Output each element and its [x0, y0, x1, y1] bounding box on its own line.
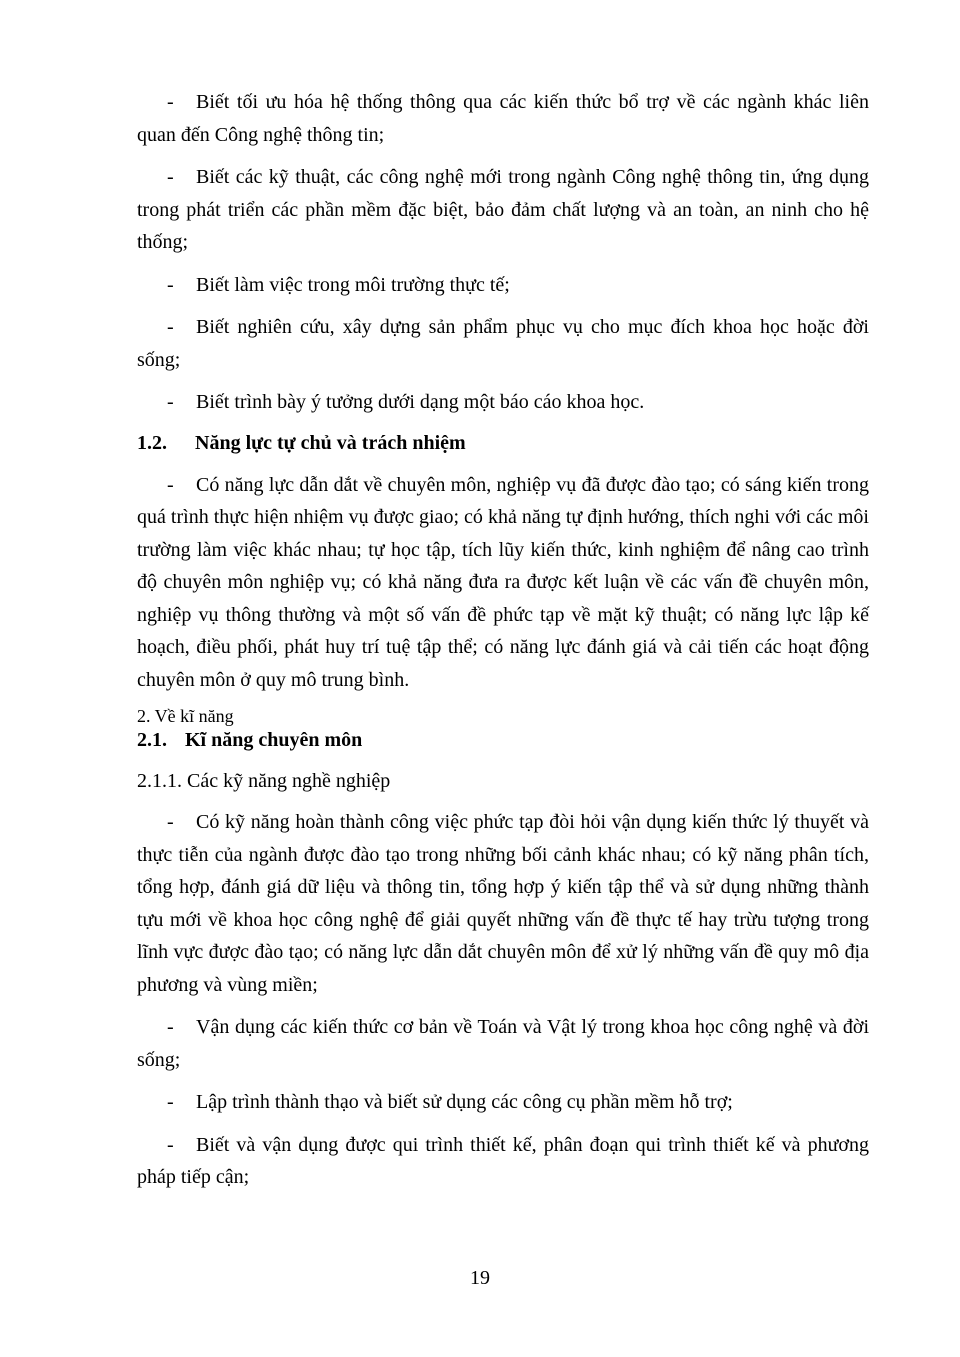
bullet-dash: -: [167, 273, 174, 296]
bullet-text: Biết trình bày ý tưởng dưới dạng một báo cáo khoa học.: [196, 391, 645, 413]
bullet-item: [137, 1129, 869, 1194]
bullet-dash: -: [167, 391, 174, 413]
bullet-dash: -: [167, 316, 174, 338]
section-heading-2-1: [137, 726, 869, 754]
bullet-text: Biết và vận dụng được qui trình thiết kế, phân đoạn qui trình thiết kế và phương pháp tiếp cận;: [137, 1133, 869, 1188]
subsection-heading-2-1-1: 2.1.1. Các kỹ năng nghề nghiệp: [137, 770, 391, 792]
bullet-text: Biết làm việc trong môi trường thực tế;: [196, 273, 510, 296]
section-heading-1-2: [137, 429, 869, 457]
section-number: 1.2.: [137, 431, 167, 454]
bullet-text: Biết các kỹ thuật, các công nghệ mới trong ngành Công nghệ thông tin, ứng dụng trong phát triển các phần mềm đặc biệt, bảo đảm chất lượng và an toàn, an ninh cho hệ thống;: [137, 166, 869, 253]
bullet-dash: -: [167, 811, 174, 833]
bullet-text: Có kỹ năng hoàn thành công việc phức tạp đòi hỏi vận dụng kiến thức lý thuyết và thực tiễn của ngành được đào tạo trong những bối cảnh khác nhau; có kỹ năng phân tích, tổng hợp, đánh giá dữ liệu và thông tin, tổng hợp ý kiến tập thể và sử dụng những thành tựu mới về khoa học công nghệ để giải quyết những vấn đề thực tế hay trừu tượng trong lĩnh vực được đào tạo; có năng lực dẫn dắt chuyên môn để xử lý những vấn đề quy mô địa phương và vùng miền;: [137, 811, 869, 996]
section-number: 2.1.: [137, 729, 167, 751]
bullet-item: [137, 311, 869, 376]
bullet-dash: -: [167, 1133, 174, 1156]
bullet-text: Biết nghiên cứu, xây dựng sản phẩm phục vụ cho mục đích khoa học hoặc đời sống;: [137, 316, 869, 371]
bullet-dash: -: [167, 1091, 174, 1113]
bullet-item: [137, 1086, 869, 1119]
bullet-text: Biết tối ưu hóa hệ thống thông qua các kiến thức bổ trợ về các ngành khác liên quan đến Công nghệ thông tin;: [137, 91, 869, 146]
bullet-dash: -: [167, 1016, 174, 1038]
bullet-item: [137, 161, 869, 259]
bullet-text: Lập trình thành thạo và biết sử dụng các công cụ phần mềm hỗ trợ;: [196, 1091, 733, 1113]
bullet-dash: -: [167, 91, 174, 113]
bullet-item: [137, 86, 869, 151]
bullet-item: [137, 469, 869, 697]
bullet-item: [137, 806, 869, 1001]
section-title: Năng lực tự chủ và trách nhiệm: [195, 431, 466, 454]
page-content: [137, 86, 869, 1204]
page-number: 19: [470, 1267, 490, 1289]
bullet-item: [137, 1011, 869, 1076]
bullet-item: [137, 269, 869, 302]
bullet-dash: -: [167, 166, 174, 188]
section-title: Kĩ năng chuyên môn: [185, 729, 363, 751]
bullet-text: Vận dụng các kiến thức cơ bản về Toán và Vật lý trong khoa học công nghệ và đời sống;: [137, 1016, 869, 1071]
bullet-item: [137, 386, 869, 419]
bullet-text: Có năng lực dẫn dắt về chuyên môn, nghiệp vụ đã được đào tạo; có sáng kiến trong quá trình thực hiện nhiệm vụ được giao; có khả năng tự định hướng, thích nghi với các môi trường làm việc khác nhau; tự học tập, tích lũy kiến thức, kinh nghiệm để nâng cao trình độ chuyên môn nghiệp vụ; có khả năng đưa ra được kết luận về các vấn đề chuyên môn, nghiệp vụ thông thường và một số vấn đề phức tạp về mặt kỹ thuật; có năng lực lập kế hoạch, điều phối, phát huy trí tuệ tập thể; có năng lực đánh giá và cải tiến các hoạt động chuyên môn ở quy mô trung bình.: [137, 473, 869, 691]
bullet-dash: -: [167, 473, 174, 496]
section-label-2: 2. Về kĩ năng: [137, 706, 234, 726]
